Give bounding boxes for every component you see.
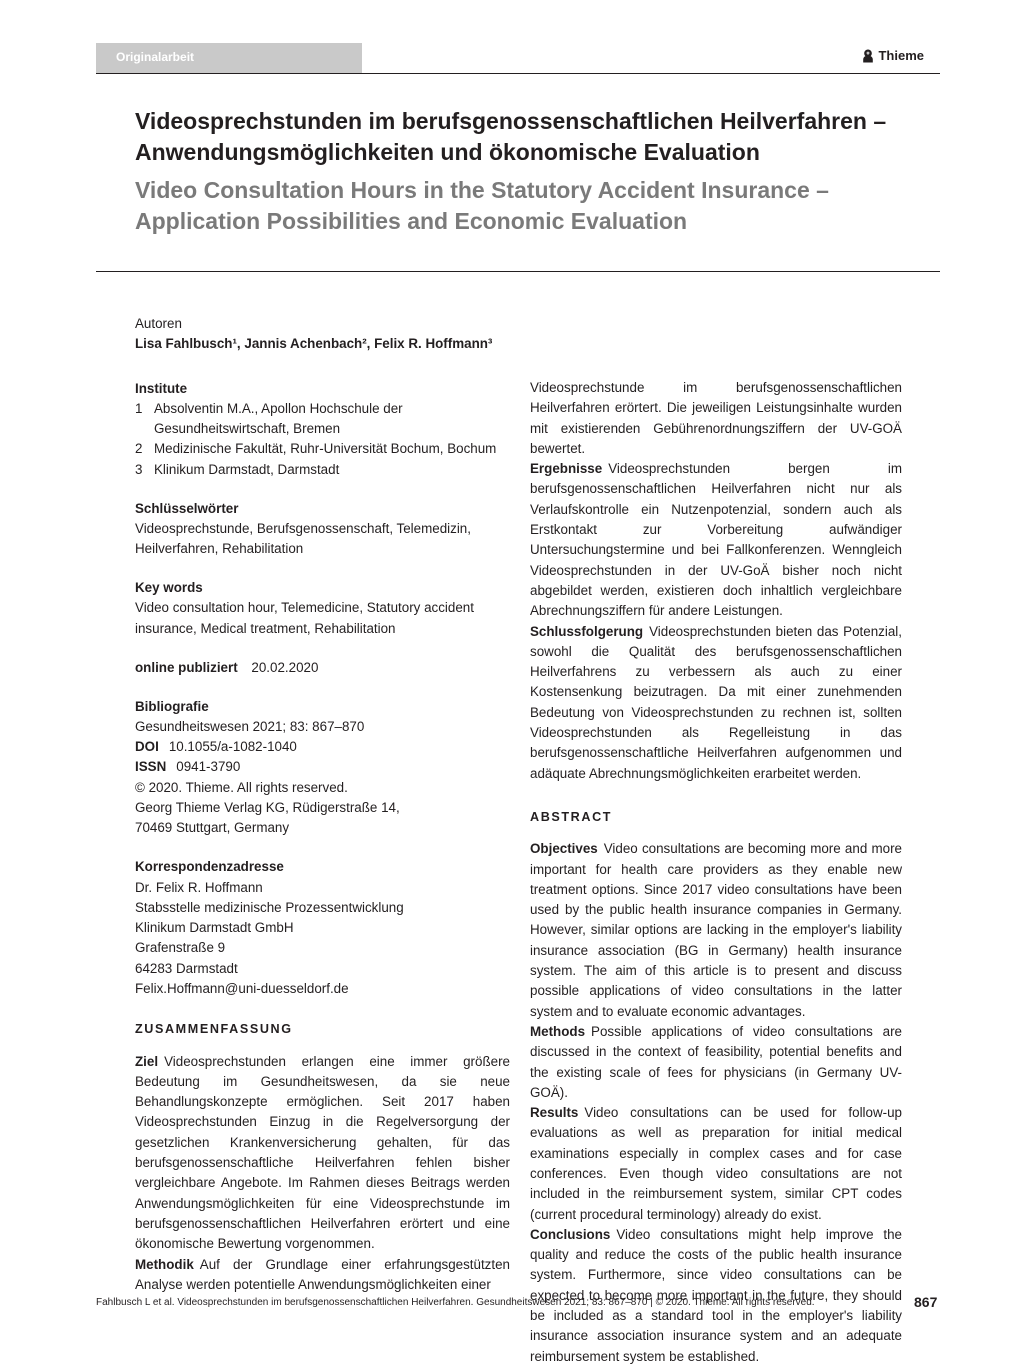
ziel-text: Videosprechstunden erlangen eine immer größere Bedeutung im Gesundheitswesen, da sie neue Behandlungskonzepte ermöglichen. Seit 2017 haben Videosprechstunden Einzug in die Regelversorgung der gesetzlichen Krankenversicherung gehalten, für das berufsgenossenschaftliche Heilverfahren fehlen bisher vergleichbare Angebote. Im Rahmen dieses Beitrags werden Anwendungsmöglichkeiten für eine Videosprechstunde im berufsgenossenschaftlichen Heilverfahren erörtert und eine ökonomische Bewertung vorgenommen. [135, 1053, 510, 1252]
institutes-label: Institute [135, 380, 188, 396]
section-label: Originalarbeit [116, 50, 195, 64]
abstract-heading: ABSTRACT [530, 809, 613, 824]
ziel-label: Ziel [135, 1053, 159, 1069]
header-rule [96, 73, 940, 74]
correspondence-line: Klinikum Darmstadt GmbH [135, 920, 294, 936]
publisher-name: Thieme [878, 48, 924, 63]
correspondence-label: Korrespondenzadresse [135, 859, 284, 875]
citation: Gesundheitswesen 2021; 83: 867–870 [135, 718, 365, 734]
methodik-continued: Videosprechstunde im berufsgenossenschaftlichen Heilverfahren erörtert. Die jeweiligen Leistungsinhalte wurden mit existierenden Gebührenordnungsziffern der UV-GOÄ bewertet. [530, 380, 902, 456]
correspondence-email[interactable]: Felix.Hoffmann@uni-duesseldorf.de [135, 980, 349, 996]
conclusions-text: Video consultations might help improve the quality and reduce the costs of the public health insurance system. Furthermore, since video consultations can be expected to become more important in the future, they should be included as a standard tool in the employer's liability insurance association insurance system and an adequate reimbursement system be established. [530, 1226, 902, 1364]
conclusions-paragraph [530, 1225, 902, 1367]
copyright: © 2020. Thieme. All rights reserved. [135, 779, 348, 795]
methods-paragraph [530, 1022, 902, 1103]
doi-value[interactable]: 10.1055/a-1082-1040 [168, 739, 297, 755]
methodik-text: Auf der Grundlage einer erfahrungsgestützten Analyse werden potentielle Anwendungsmöglichkeiten einer [135, 1256, 510, 1292]
title-rule [96, 271, 940, 272]
bibliography-label: Bibliografie [135, 698, 209, 714]
schluesselwoerter-block [135, 499, 510, 560]
issn-label: ISSN [135, 759, 167, 775]
bibliography-block [135, 697, 510, 839]
ergebnisse-text: Videosprechstunden bergen im berufsgenossenschaftlichen Heilverfahren nicht nur als Verlaufskontrolle ein Nutzenpotenzial, sondern auch als Erstkontakt zur Vorbereitung aufwändiger Untersuchungstermine und bei Fallkonferenzen. Wenngleich Videosprechstunden in der UV-GoÄ bisher noch nicht abgebildet werden, existieren doch inhaltlich vergleichbare Abrechnungsziffern für andere Leistungen. [530, 461, 902, 619]
methodik-paragraph [135, 1255, 510, 1296]
left-column [135, 314, 510, 1295]
objectives-text: Video consultations are becoming more and more important for health care providers as they enable new treatment options. Since 2017 video consultations have been used by the public health insurance companies in Germany. However, similar options are lacking in the employer's liability insurance association (BG in Germany) health insurance system. The aim of this article is to present and discuss possible applications of video consultations in the latter system and to evaluate economic advantages. [530, 841, 902, 1019]
doi-label: DOI [135, 739, 159, 755]
online-date: 20.02.2020 [251, 659, 319, 675]
institute-text: Klinikum Darmstadt, Darmstadt [154, 461, 340, 477]
keywords-block [135, 578, 510, 639]
ergebnisse-label: Ergebnisse [530, 461, 603, 477]
schlussfolgerung-paragraph [530, 622, 902, 784]
schluesselwoerter-text: Videosprechstunde, Berufsgenossenschaft, Telemedizin, Heilverfahren, Rehabilitation [135, 520, 471, 557]
publisher-brand [862, 48, 924, 63]
keywords-text: Video consultation hour, Telemedicine, Statutory accident insurance, Medical treatment, Rehabilitation [135, 600, 474, 636]
conclusions-label: Conclusions [530, 1226, 611, 1242]
methods-label: Methods [530, 1023, 586, 1039]
institute-number: 2 [135, 441, 143, 457]
correspondence-line: Grafenstraße 9 [135, 940, 226, 956]
schluesselwoerter-label: Schlüsselwörter [135, 500, 239, 516]
authors-label: Autoren [135, 316, 182, 331]
objectives-label: Objectives [530, 841, 598, 857]
institute-text: Medizinische Fakultät, Ruhr-Universität Bochum, Bochum [154, 441, 497, 457]
schlussfolgerung-text: Videosprechstunden bieten das Potenzial, sowohl die Qualität des berufsgenossenschaftlichen Heilverfahrens zu verbessern als auch zu einer Kostensenkung beizutragen. Da mit einer zunehmenden Bedeutung von Videosprechstunden zu rechnen ist, sollten Videosprechstunden als Regelleistung in das berufsgenossenschaftliche Heilverfahren aufgenommen und adäquate Abrechnungsmöglichkeiten erarbeitet werden. [530, 623, 902, 781]
author-names: Lisa Fahlbusch¹, Jannis Achenbach², Felix R. Hoffmann³ [135, 336, 493, 352]
institutes-block [135, 379, 510, 480]
footer-citation: Fahlbusch L et al. Videosprechstunden im berufsgenossenschaftlichen Heilverfahren. Gesundheitswesen 2021; 83: 867–870 | © 2020. Thieme. All rights reserved. [96, 1297, 815, 1308]
results-label: Results [530, 1105, 579, 1121]
authors-block [135, 314, 510, 355]
page-number: 867 [914, 1294, 938, 1310]
online-published [135, 658, 510, 678]
zusammenfassung-heading: ZUSAMMENFASSUNG [135, 1022, 293, 1037]
objectives-paragraph [530, 839, 902, 1022]
doi-line [135, 737, 510, 757]
institute-item [135, 439, 510, 459]
schlussfolgerung-label: Schlussfolgerung [530, 623, 644, 639]
institute-text: Absolventin M.A., Apollon Hochschule der Gesundheitswirtschaft, Bremen [154, 400, 403, 437]
right-column [530, 378, 902, 1367]
publisher-address-line: Georg Thieme Verlag KG, Rüdigerstraße 14, [135, 800, 400, 816]
institute-number: 1 [135, 400, 143, 416]
online-label: online publiziert [135, 659, 238, 675]
keywords-label: Key words [135, 580, 203, 596]
results-text: Video consultations can be used for follow-up evaluations as well as preparation for initial medical examinations especially in complex cases and for case conferences. Even though video consultations are not included in the reimbursement system, similar CPT codes (current procedural terminology) already do exist. [530, 1105, 902, 1222]
results-paragraph [530, 1103, 902, 1225]
correspondence-line: 64283 Darmstadt [135, 960, 238, 976]
correspondence-line: Stabsstelle medizinische Prozessentwicklung [135, 899, 404, 915]
article-title-german: Videosprechstunden im berufsgenossenschaftlichen Heilverfahren – Anwendungsmöglichkeiten und ökonomische Evaluation [135, 108, 887, 165]
methodik-label: Methodik [135, 1256, 194, 1272]
issn-line [135, 757, 510, 777]
thieme-logo-icon [862, 49, 874, 63]
institute-number: 3 [135, 461, 143, 477]
issn-value: 0941-3790 [176, 759, 241, 775]
publisher-address-line: 70469 Stuttgart, Germany [135, 820, 290, 836]
ergebnisse-paragraph [530, 459, 902, 621]
institute-item [135, 399, 510, 440]
methods-text: Possible applications of video consultations are discussed in the context of feasibility, potential benefits and the existing scale of fees for physicians (in Germany UV-GOÄ). [530, 1023, 902, 1100]
correspondence-line: Dr. Felix R. Hoffmann [135, 879, 263, 895]
ziel-paragraph [135, 1052, 510, 1255]
institute-item [135, 460, 510, 480]
correspondence-block [135, 857, 510, 999]
article-title-english: Video Consultation Hours in the Statutory Accident Insurance – Application Possibilities and Economic Evaluation [135, 177, 829, 234]
